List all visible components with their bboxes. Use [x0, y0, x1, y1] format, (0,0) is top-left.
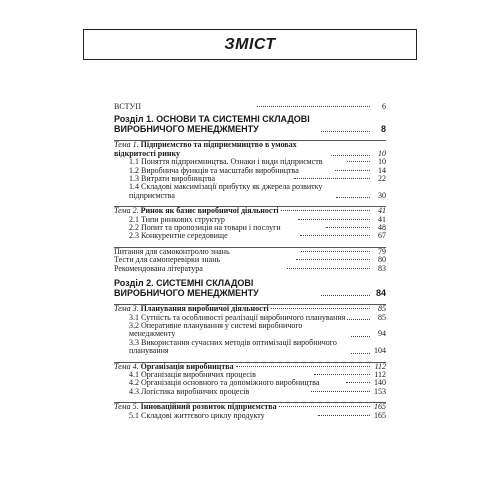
- leader-dots: [346, 382, 370, 383]
- leader-dots: [318, 415, 370, 416]
- toc-subentry-4-3[interactable]: [114, 388, 386, 396]
- leader-dots: [347, 319, 370, 320]
- toc-page: 41: [378, 214, 386, 224]
- toc-page: 6: [382, 102, 386, 111]
- toc-subentry-5-1[interactable]: [114, 412, 386, 420]
- toc-label: 4.1 Організація виробничих процесів: [129, 369, 256, 379]
- toc-page: 165: [374, 410, 387, 420]
- toc-label: 2.1 Типи ринкових структур: [129, 214, 225, 224]
- leader-dots: [336, 197, 370, 198]
- toc-page: 41: [378, 206, 386, 216]
- topic-title: Планування виробничої діяльності: [140, 304, 269, 314]
- toc-entry-literature[interactable]: [114, 265, 386, 273]
- toc-label: Тести для самоперевірки знань: [114, 255, 221, 265]
- leader-dots: [294, 178, 370, 179]
- leader-dots: [279, 406, 370, 407]
- toc-part-2[interactable]: [114, 279, 386, 298]
- toc-label: Розділ 1. ОСНОВИ ТА СИСТЕМНІ СКЛАДОВІ ВИРОБНИЧОГО МЕНЕДЖМЕНТУ: [114, 114, 310, 134]
- toc-page: 48: [378, 223, 387, 233]
- toc-label: 1.4 Складові максимізації прибутку як джерела розвитку підприємства: [129, 182, 323, 200]
- leader-dots: [311, 391, 370, 392]
- leader-dots: [321, 295, 370, 296]
- toc-label: 3.3 Використання сучасних методів оптимізації виробничого планування: [129, 337, 337, 356]
- toc-subentry-3-2[interactable]: [114, 322, 386, 339]
- toc-page: 8: [380, 123, 386, 134]
- toc-label: 1.1 Поняття підприємництва. Ознаки і види підприємств: [129, 157, 323, 167]
- toc-page: 112: [374, 361, 386, 371]
- toc-label: 3.2 Оперативне планування у системі виробничого менеджменту: [129, 320, 303, 339]
- leader-dots: [271, 308, 370, 309]
- topic-prefix: Тема 4.: [114, 361, 139, 371]
- toc-page: 85: [378, 304, 386, 314]
- toc-page: 83: [378, 263, 387, 273]
- leader-dots: [301, 251, 370, 252]
- toc-page: 80: [378, 255, 387, 265]
- topic-prefix: Тема 5.: [114, 402, 139, 412]
- toc-page: 112: [374, 369, 386, 379]
- toc-label: 3.1 Сутність та особливості реалізації виробничого планування: [129, 312, 346, 322]
- toc-page: 104: [374, 346, 386, 356]
- toc-label: 2.2 Попит та пропозиція на товари і послуги: [129, 223, 281, 233]
- toc-label: Розділ 2. СИСТЕМНІ СКЛАДОВІ ВИРОБНИЧОГО МЕНЕДЖМЕНТУ: [114, 278, 259, 298]
- toc-label: ВСТУП: [114, 102, 141, 111]
- toc-label: 1.2 Виробнича функція та масштаби виробництва: [129, 165, 299, 175]
- toc-label: 1.3 Витрати виробництва: [129, 174, 216, 184]
- leader-dots: [351, 353, 370, 354]
- toc-page: 10: [378, 157, 386, 167]
- toc-page: 67: [378, 231, 387, 241]
- leader-dots: [326, 227, 370, 228]
- toc-subentry-3-3[interactable]: [114, 339, 386, 356]
- toc-part-1[interactable]: [114, 115, 386, 134]
- toc-label: 2.3 Конкурентне середовище: [129, 231, 228, 241]
- leader-dots: [300, 235, 370, 236]
- leader-dots: [314, 374, 370, 375]
- leader-dots: [351, 336, 370, 337]
- toc-page: 10: [378, 148, 386, 158]
- leader-dots: [236, 366, 370, 367]
- toc-entry-intro[interactable]: [114, 103, 386, 111]
- leader-dots: [287, 268, 370, 269]
- leader-dots: [347, 161, 370, 162]
- leader-dots: [335, 170, 370, 171]
- topic-prefix: Тема 1.: [114, 140, 139, 150]
- toc-page: 140: [374, 378, 387, 388]
- toc-subentry-2-3[interactable]: [114, 232, 386, 240]
- toc-page: 30: [378, 190, 386, 200]
- toc-page: 165: [374, 402, 386, 412]
- toc-label: 4.2 Організація основного та допоміжного виробництва: [129, 378, 320, 388]
- leader-dots: [296, 259, 370, 260]
- toc-subentry-1-4[interactable]: [114, 183, 386, 200]
- topic-title: Ринок як базис виробничої діяльності: [140, 206, 279, 216]
- toc-page: 85: [378, 312, 386, 322]
- table-of-contents: [114, 103, 386, 420]
- topic-prefix: Тема 2.: [114, 206, 139, 216]
- leader-dots: [331, 155, 370, 156]
- toc-topic-1[interactable]: [114, 141, 386, 158]
- topic-prefix: Тема 3.: [114, 304, 139, 314]
- leader-dots: [321, 131, 370, 132]
- toc-label: Рекомендована література: [114, 263, 203, 273]
- toc-label: 5.1 Складові життєвого циклу продукту: [129, 410, 265, 420]
- topic-title: Інноваційний розвиток підприємства: [140, 402, 277, 412]
- toc-page: 84: [375, 287, 386, 298]
- leader-dots: [298, 219, 370, 220]
- toc-page: 153: [374, 386, 387, 396]
- topic-title: Організація виробництва: [140, 361, 234, 371]
- toc-label: 4.3 Логістика виробничих процесів: [129, 386, 250, 396]
- toc-page: 79: [378, 246, 386, 256]
- leader-dots: [281, 210, 370, 211]
- toc-page: 14: [378, 165, 387, 175]
- toc-label: Питання для самоконтролю знань: [114, 246, 230, 256]
- leader-dots: [257, 106, 371, 107]
- topic-title: Підприємство та підприємництво в умовах відкритості ринку: [114, 140, 297, 158]
- toc-page: 94: [378, 329, 386, 339]
- toc-page: 22: [378, 174, 386, 184]
- page-title: ЗМІСТ: [83, 29, 417, 60]
